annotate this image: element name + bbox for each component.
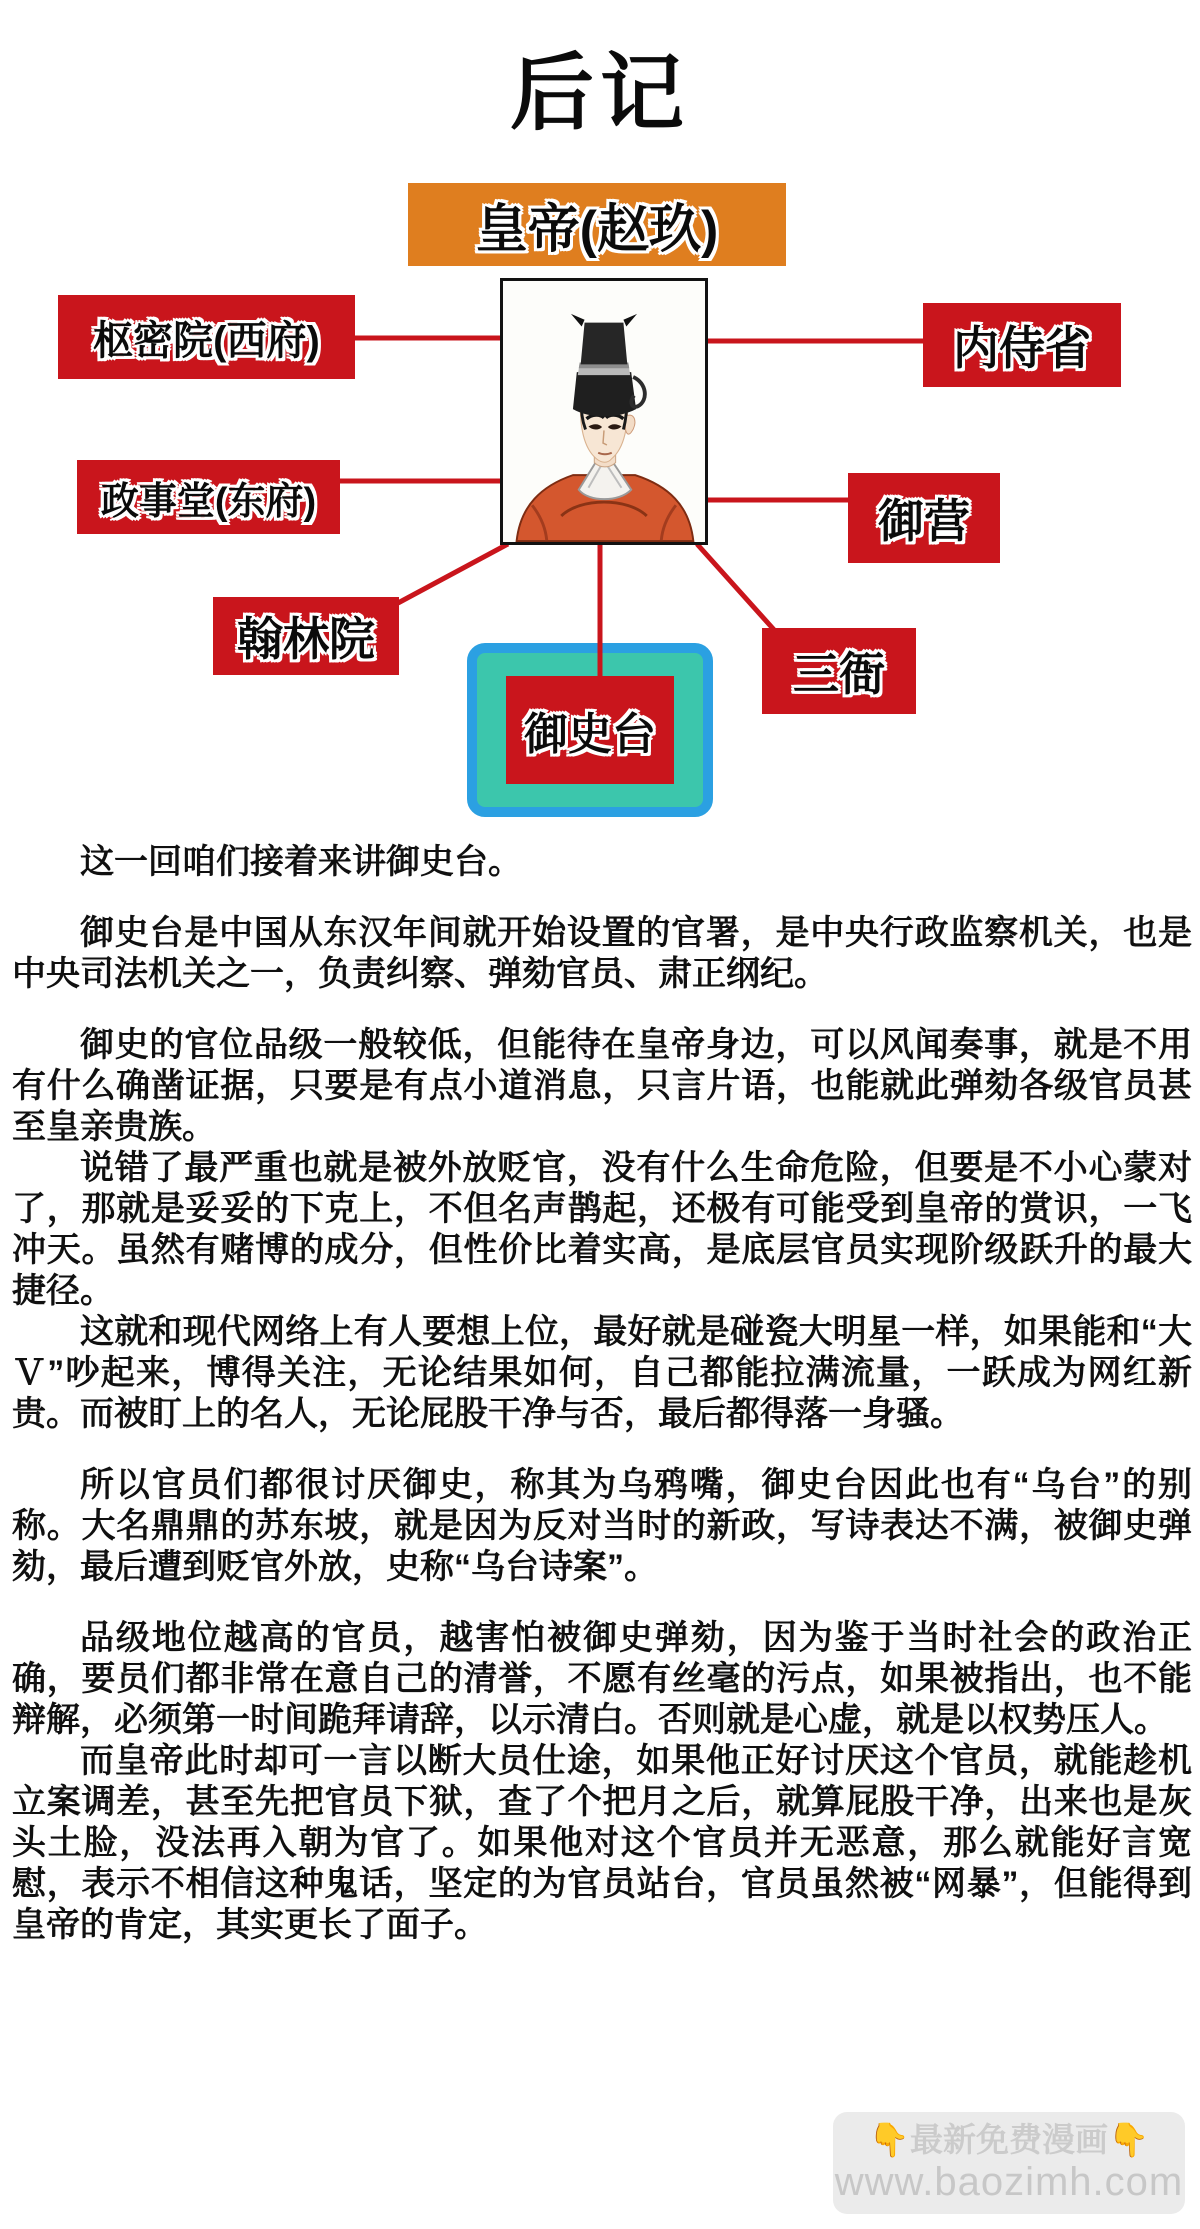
emperor-portrait bbox=[500, 278, 708, 545]
node-zhengshitang bbox=[77, 460, 340, 534]
text-section bbox=[12, 913, 1192, 995]
pointing-down-emoji: 👇 bbox=[868, 2121, 910, 2159]
paragraph: 这就和现代网络上有人要想上位，最好就是碰瓷大明星一样，如果能和“大Ｖ”吵起来，博得关注，无论结果如何，自己都能拉满流量，一跃成为网红新贵。而被盯上的名人，无论屁股干净与否，最后都得落一身骚。 bbox=[12, 1313, 1192, 1433]
node-neishisheng bbox=[923, 303, 1121, 387]
emperor-label: 皇帝(赵玖) bbox=[475, 201, 719, 259]
watermark-slogan-text: 最新免费漫画 bbox=[910, 2121, 1108, 2159]
emperor-banner bbox=[408, 183, 786, 266]
paragraph: 御史台是中国从东汉年间就开始设置的官署，是中央行政监察机关，也是中央司法机关之一，负责纠察、弹劾官员、肃正纲纪。 bbox=[12, 914, 1192, 993]
site-watermark bbox=[833, 2112, 1185, 2214]
watermark-url: www.baozimh.com bbox=[834, 2159, 1184, 2204]
node-zhengshitang-label: 政事堂(东府) bbox=[100, 480, 317, 523]
paragraph: 御史的官位品级一般较低，但能待在皇帝身边，可以风闻奏事，就是不用有什么确凿证据，只要是有点小道消息，只言片语，也能就此弹劾各级官员甚至皇亲贵族。 bbox=[12, 1026, 1192, 1146]
page-title: 后记 bbox=[509, 43, 690, 142]
paragraph: 而皇帝此时却可一言以断大员仕途，如果他正好讨厌这个官员，就能趁机立案调差，甚至先把官员下狱，查了个把月之后，就算屁股干净，出来也是灰头土脸，没法再入朝为官了。如果他对这个官员并无恶意，那么就能好言宽慰，表示不相信这种鬼话，坚定的为官员站台，官员虽然被“网暴”，但能得到皇帝的肯定，其实更长了面子。 bbox=[12, 1742, 1192, 1944]
text-section bbox=[12, 1025, 1192, 1435]
node-shumiyuan bbox=[58, 295, 355, 379]
text-section bbox=[12, 842, 1192, 883]
node-yuying bbox=[848, 473, 1000, 563]
pointing-down-emoji: 👇 bbox=[1108, 2121, 1150, 2159]
node-sanya-label: 三衙 bbox=[793, 648, 885, 700]
paragraph: 说错了最严重也就是被外放贬官，没有什么生命危险，但要是不小心蒙对了，那就是妥妥的下克上，不但名声鹊起，还极有可能受到皇帝的赏识，一飞冲天。虽然有赌博的成分，但性价比着实高，是底层官员实现阶级跃升的最大捷径。 bbox=[12, 1149, 1192, 1310]
node-yushitai-highlight bbox=[467, 643, 713, 817]
paragraph: 这一回咱们接着来讲御史台。 bbox=[80, 843, 522, 881]
node-yushitai bbox=[506, 676, 674, 784]
node-yuying-label: 御营 bbox=[878, 495, 970, 547]
paragraph: 所以官员们都很讨厌御史，称其为乌鸦嘴，御史台因此也有“乌台”的别称。大名鼎鼎的苏东坡，就是因为反对当时的新政，写诗表达不满，被御史弹劾，最后遭到贬官外放，史称“乌台诗案”。 bbox=[12, 1466, 1192, 1586]
node-neishisheng-label: 内侍省 bbox=[953, 322, 1091, 374]
node-hanlinyuan bbox=[213, 597, 399, 675]
watermark-slogan bbox=[869, 2121, 1149, 2159]
paragraph: 品级地位越高的官员，越害怕被御史弹劾，因为鉴于当时社会的政治正确，要员们都非常在意自己的清誉，不愿有丝毫的污点，如果被指出，也不能辩解，必须第一时间跪拜请辞，以示清白。否则就是心虚，就是以权势压人。 bbox=[12, 1619, 1192, 1739]
text-section bbox=[12, 1465, 1192, 1588]
emperor-portrait-drawing bbox=[503, 281, 705, 542]
node-shumiyuan-label: 枢密院(西府) bbox=[93, 318, 320, 363]
node-hanlinyuan-label: 翰林院 bbox=[237, 613, 375, 665]
afterword-text bbox=[12, 842, 1192, 1976]
text-section bbox=[12, 1618, 1192, 1946]
node-sanya bbox=[762, 628, 916, 714]
node-yushitai-label: 御史台 bbox=[524, 710, 656, 759]
